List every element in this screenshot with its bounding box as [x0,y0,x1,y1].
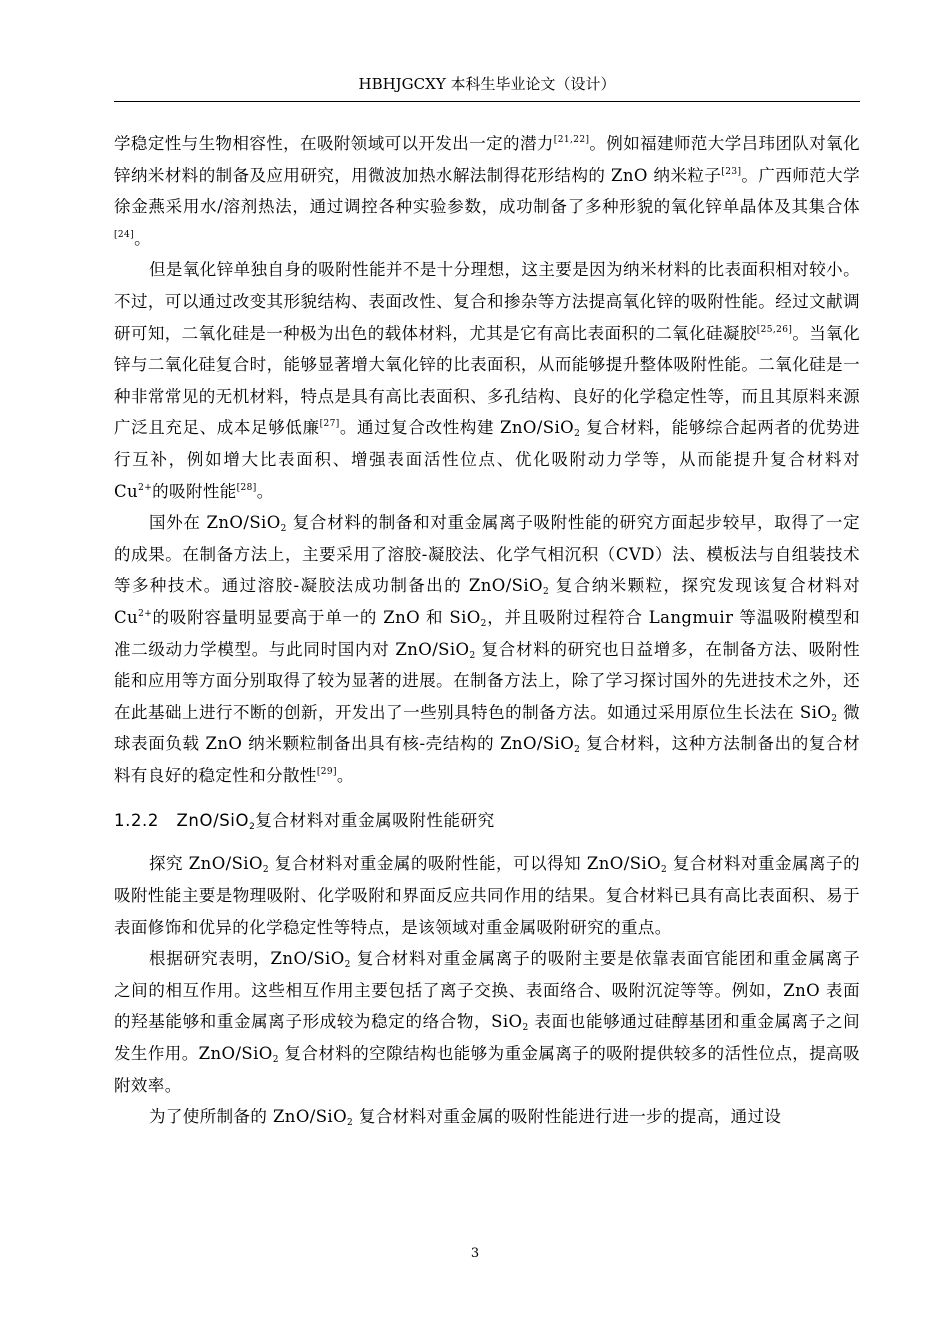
citation: [28] [236,482,257,493]
header-divider [114,101,860,102]
subscript: 2 [280,524,287,535]
subscript: 2 [522,1023,529,1034]
superscript: 2+ [138,482,153,493]
subscript: 2 [574,429,581,440]
paragraph-2: 但是氧化锌单独自身的吸附性能并不是十分理想，这主要是因为纳米材料的比表面积相对较小。不过，可以通过改变其形貌结构、表面改性、复合和掺杂等方法提高氧化锌的吸附性能。经过文献调研可知，二氧化硅是一种极为出色的载体材料，尤其是它有高比表面积的二氧化硅凝胶[25,26]。当氧化锌与二氧化硅复合时，能够显著增大氧化锌的比表面积，从而能够提升整体吸附性能。二氧化硅是一种非常常见的无机材料，特点是具有高比表面积、多孔结构、良好的化学稳定性等，而且其原料来源广泛且充足、成本足够低廉[27]。通过复合改性构建 ZnO/SiO$_2$ 复合材料，能够综合起两者的优势进行互补，例如增大比表面积、增强表面活性位点、优化吸附动力学等，从而能提升复合材料对 $Cu^{2+}$的吸附性能[28]。 [114,260,861,501]
subscript: 2 [262,865,270,876]
citation: [25,26] [756,324,793,335]
subscript: 2 [542,587,550,598]
subscript: 2 [831,713,838,724]
main-text [114,128,860,1133]
page-number: 3 [470,1246,480,1261]
subscript: 2 [249,822,256,833]
section-heading: 1.2.2 ZnO/SiO$_2$复合材料对重金属吸附性能研究 [114,811,495,833]
running-header: HBHJGCXY 本科生毕业论文（设计） [358,75,616,93]
citation: [29] [316,766,337,777]
citation: [23] [721,166,742,177]
subscript: 2 [574,745,581,756]
subscript: 2 [347,1118,354,1129]
citation: [21,22] [553,135,590,145]
citation: [24] [114,229,135,240]
subscript: 2 [272,1055,279,1066]
paragraph-6: 为了使所制备的 ZnO/SiO$_2$ 复合材料对重金属的吸附性能进行进一步的提高，通过设 [149,1107,782,1129]
paragraph-5: 根据研究表明，ZnO/SiO$_2$ 复合材料对重金属离子的吸附主要是依靠表面官能团和重金属离子之间的相互作用。这些相互作用主要包括了离子交换、表面络合、吸附沉淀等等。例如，ZnO 表面的羟基能够和重金属离子形成较为稳定的络合物，SiO$_2$ 表面也能够通过硅醇基团和重金属离子之间发生作用。ZnO/SiO$_2$ 复合材料的空隙结构也能够为重金属离子的吸附提供较多的活性位点，提高吸附效率。 [114,949,861,1095]
subscript: 2 [661,865,668,876]
subscript: 2 [344,960,351,971]
citation: [27] [319,419,340,430]
paragraph-3: 国外在 ZnO/SiO$_2$ 复合材料的制备和对重金属离子吸附性能的研究方面起步较早，取得了一定的成果。在制备方法上，主要采用了溶胶-凝胶法、化学气相沉积（CVD）法、模板法与自组装技术等多种技术。通过溶胶-凝胶法成功制备出的 ZnO/SiO$_2$ 复合纳米颗粒，探究发现该复合材料对 $Cu^{2+}$的吸附容量明显要高于单一的 ZnO 和 SiO$_2$，并且吸附过程符合 Langmuir 等温吸附模型和准二级动力学模型。与此同时国内对 ZnO/SiO$_2$ 复合材料的研究也日益增多，在制备方法、吸附性能和应用等方面分别取得了较为显著的进展。在制备方法上，除了学习探讨国外的先进技术之外，还在此基础上进行不断的创新，开发出了一些别具特色的制备方法。如通过采用原位生长法在 SiO$_2$ 微球表面负载 ZnO 纳米颗粒制备出具有核-壳结构的 ZnO/SiO$_2$ 复合材料，这种方法制备出的复合材料有良好的稳定性和分散性[29]。 [114,513,861,785]
subscript: 2 [480,618,487,629]
paragraph-4: 探究 ZnO/SiO$_2$ 复合材料对重金属的吸附性能，可以得知 ZnO/SiO$_2$ 复合材料对重金属离子的吸附性能主要是物理吸附、化学吸附和界面反应共同作用的结果。复合材料已具有高比表面积、易于表面修饰和优异的化学稳定性等特点，是该领域对重金属吸附研究的重点。 [114,854,860,937]
subscript: 2 [469,650,476,661]
superscript: 2+ [138,608,153,619]
paragraph-1: 学稳定性与生物相容性，在吸附领域可以开发出一定的潜力[21,22]。例如福建师范大学吕玮团队对氧化锌纳米材料的制备及应用研究，用微波加热水解法制得花形结构的 ZnO 纳米粒子[23]。广西师范大学徐金燕采用水/溶剂热法，通过调控各种实验参数，成功制备了多种形貌的氧化锌单晶体及其集合体[24]。 [114,134,861,248]
section-number: 1.2.2 [114,811,159,831]
